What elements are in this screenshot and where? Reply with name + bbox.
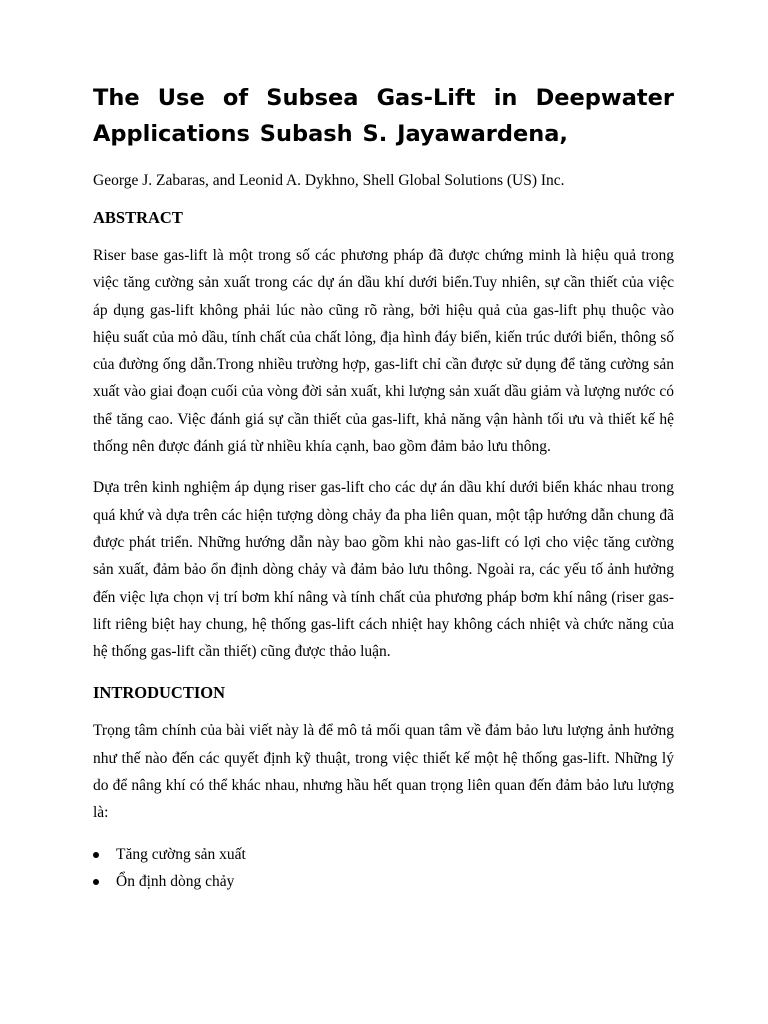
- list-item: [93, 841, 674, 868]
- document-title: The Use of Subsea Gas-Lift in Deepwater Applications Subash S. Jayawardena,: [93, 85, 674, 147]
- introduction-heading: INTRODUCTION: [93, 683, 226, 703]
- abstract-paragraph-2: Dựa trên kinh nghiệm áp dụng riser gas-lift cho các dự án dầu khí dưới biển khác nhau trong quá khứ và dựa trên các hiện tượng dòng chảy đa pha liên quan, một tập hướng dẫn chung đã được phát triển. Những hướng dẫn này bao gồm khi nào gas-lift có lợi cho việc tăng cường sản xuất, đảm bảo ổn định dòng chảy và đảm bảo lưu thông. Ngoài ra, các yếu tố ảnh hưởng đến việc lựa chọn vị trí bơm khí nâng và tính chất của phương pháp bơm khí nâng (riser gas-lift riêng biệt hay chung, hệ thống gas-lift cách nhiệt hay không cách nhiệt và chức năng của hệ thống gas-lift cần thiết) cũng được thảo luận.: [93, 479, 674, 661]
- list-item-text: Tăng cường sản xuất: [116, 845, 246, 863]
- list-item-text: Ổn định dòng chảy: [116, 872, 235, 890]
- document-page: [93, 80, 674, 895]
- abstract-heading: ABSTRACT: [93, 208, 183, 227]
- bullet-icon: [93, 852, 99, 858]
- introduction-paragraph: Trọng tâm chính của bài viết này là để mô tả mối quan tâm về đảm bảo lưu lượng ảnh hưởng như thế nào đến các quyết định kỹ thuật, trong việc thiết kế một hệ thống gas-lift. Những lý do để nâng khí có thể khác nhau, nhưng hầu hết quan trọng liên quan đến đảm bảo lưu lượng là:: [93, 722, 674, 822]
- author-line: George J. Zabaras, and Leonid A. Dykhno, Shell Global Solutions (US) Inc.: [93, 172, 565, 189]
- bullet-icon: [93, 879, 99, 885]
- bullet-list: [93, 841, 674, 896]
- list-item: [93, 868, 674, 895]
- abstract-paragraph-1: Riser base gas-lift là một trong số các phương pháp đã được chứng minh là hiệu quả trong việc tăng cường sản xuất trong các dự án dầu khí dưới biển.Tuy nhiên, sự cần thiết của việc áp dụng gas-lift không phải lúc nào cũng rõ ràng, bởi hiệu quả của gas-lift phụ thuộc vào hiệu suất của mỏ dầu, tính chất của chất lỏng, địa hình đáy biển, kiến trúc dưới biển, thông số của đường ống dẫn.Trong nhiều trường hợp, gas-lift chỉ cần được sử dụng để tăng cường sản xuất vào giai đoạn cuối của vòng đời sản xuất, khi lượng sản xuất dầu giảm và lượng nước có thể tăng cao. Việc đánh giá sự cần thiết của gas-lift, khả năng vận hành tối ưu và thiết kế hệ thống nên được đánh giá từ nhiều khía cạnh, bao gồm đảm bảo lưu thông.: [93, 247, 674, 456]
